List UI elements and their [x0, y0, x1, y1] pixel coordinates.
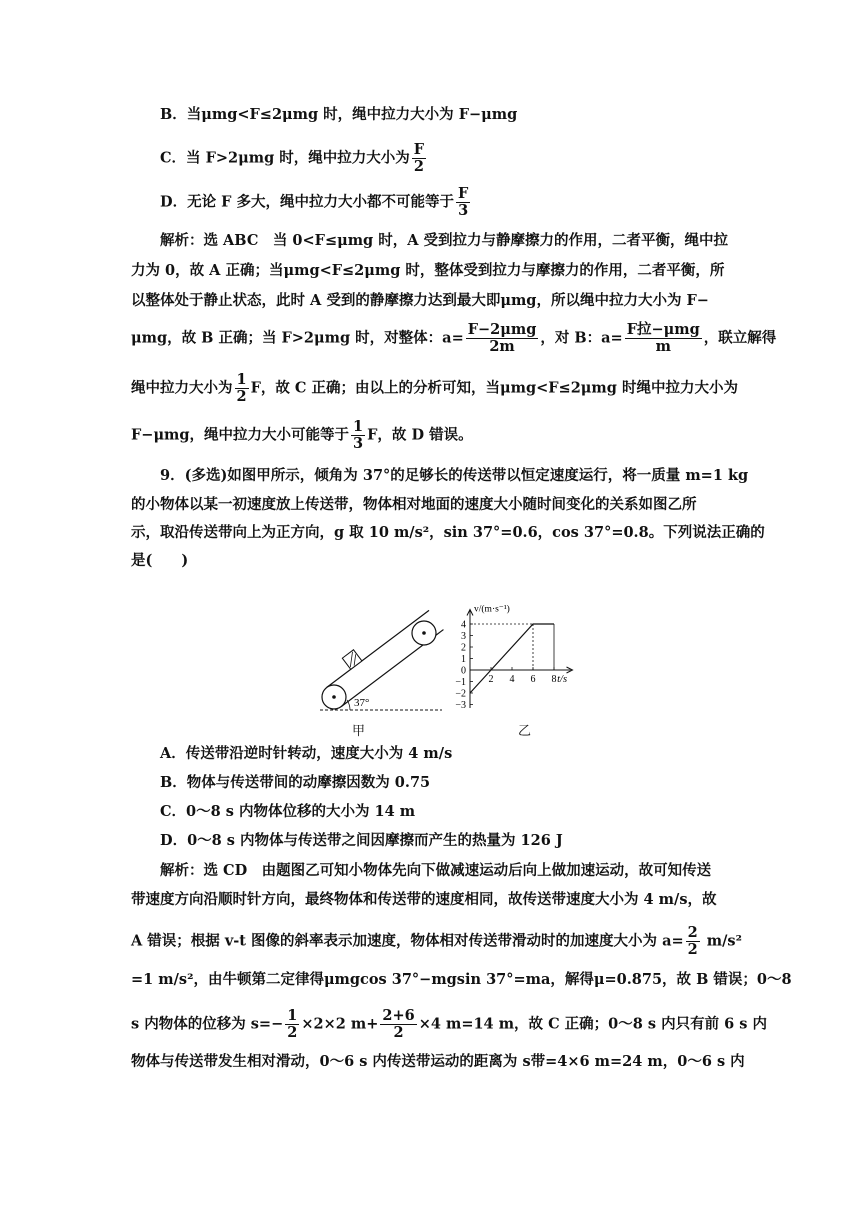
option-c: C．0～8 s 内物体位移的大小为 14 m: [160, 803, 416, 820]
fig-caption-yi: 乙: [518, 724, 532, 739]
fig-caption-jia: 甲: [352, 724, 366, 739]
x-axis-label: t/s: [557, 674, 568, 685]
analysis1-line6: F−μmg，绳中拉力大小可能等于 $\frac{1}{3}$ F，故 D 错误。: [131, 418, 473, 452]
y-tick-label: 3: [461, 631, 466, 642]
vt-chart: [448, 575, 598, 725]
option-d-prev: D．无论 F 多大，绳中拉力大小都不可能等于 $\frac{F}{3}$: [160, 185, 469, 219]
x-tick-label: 6: [530, 674, 536, 685]
option-b-prev: B．当μmg<F≤2μmg 时，绳中拉力大小为 F−μmg: [160, 106, 518, 123]
y-tick-label: −2: [455, 688, 466, 700]
analysis1-line2: 力为 0，故 A 正确；当μmg<F≤2μmg 时，整体受到拉力与摩擦力的作用，二者平衡，所: [131, 262, 725, 279]
option-b: B．物体与传送带间的动摩擦因数为 0.75: [160, 774, 431, 791]
option-a: A．传送带沿逆时针转动，速度大小为 4 m/s: [160, 745, 453, 762]
y-tick-label: −3: [455, 700, 466, 711]
y-tick-label: 0: [461, 665, 466, 677]
angle-label: 37°: [354, 697, 370, 709]
y-tick-label: 2: [461, 642, 466, 654]
x-tick-label: 4: [509, 674, 515, 685]
option-d: D．0～8 s 内物体与传送带之间因摩擦而产生的热量为 126 J: [160, 832, 563, 849]
x-tick-label: 8: [551, 674, 557, 685]
fraction: $\frac{F}{2}$: [413, 141, 425, 175]
q9-line1: 9．(多选)如图甲所示，倾角为 37°的足够长的传送带以恒定速度运行，将一质量 m=1 kg: [160, 467, 749, 484]
y-tick-label: 1: [461, 654, 466, 665]
analysis2-line3: A 错误；根据 v-t 图像的斜率表示加速度，物体相对传送带滑动时的加速度大小为 a= $\frac{2}{2}$ m/s²: [131, 924, 742, 958]
x-tick-label: 2: [488, 674, 494, 685]
analysis2-line6: 物体与传送带发生相对滑动，0～6 s 内传送带运动的距离为 s带=4×6 m=24 m，0～6 s 内: [131, 1053, 745, 1070]
q9-line3: 示，取沿传送带向上为正方向，g 取 10 m/s²，sin 37°=0.6，cos 37°=0.8。下列说法正确的: [131, 524, 765, 541]
fraction: $\frac{F}{3}$: [457, 185, 469, 219]
analysis1-line1: 解析：选 ABC 当 0<F≤μmg 时，A 受到拉力与静摩擦力的作用，二者平衡，绳中拉: [160, 232, 729, 249]
analysis1-line5: 绳中拉力大小为 $\frac{1}{2}$ F，故 C 正确；由以上的分析可知，当μmg<F≤2μmg 时绳中拉力大小为: [131, 371, 738, 405]
conveyor-figure: [310, 600, 450, 740]
y-tick-label: 4: [461, 619, 466, 631]
analysis1-line3: 以整体处于静止状态，此时 A 受到的静摩擦力达到最大即μmg，所以绳中拉力大小为 F−: [131, 292, 709, 309]
q9-line4: 是( ): [131, 552, 189, 569]
analysis2-line1: 解析：选 CD 由题图乙可知小物体先向下做减速运动后向上做加速运动，故可知传送: [160, 862, 712, 879]
y-axis-label: v/(m·s⁻¹): [474, 604, 510, 615]
analysis2-line4: =1 m/s²，由牛顿第二定律得μmgcos 37°−mgsin 37°=ma，解得μ=0.875，故 B 错误；0～8: [131, 971, 792, 988]
y-tick-label: −1: [455, 677, 466, 688]
analysis1-line4: μmg，故 B 正确；当 F>2μmg 时，对整体：a= $\frac{\text{F−2μmg}}{2m}$ ，对 B：a= $\frac{\text{F拉−μmg}}{m}$ ，联立解得: [131, 321, 777, 355]
option-c-prev: C．当 F>2μmg 时，绳中拉力大小为 $\frac{F}{2}$: [160, 141, 425, 175]
analysis2-line2: 带速度方向沿顺时针方向，最终物体和传送带的速度相同，故传送带速度大小为 4 m/s，故: [131, 891, 717, 908]
q9-line2: 的小物体以某一初速度放上传送带，物体相对地面的速度大小随时间变化的关系如图乙所: [131, 496, 697, 513]
analysis2-line5: s 内物体的位移为 s=− $\frac{1}{2}$ ×2×2 m+ $\frac{2+6}{2}$ ×4 m=14 m，故 C 正确；0～8 s 内只有前 6 s 内: [131, 1007, 768, 1041]
